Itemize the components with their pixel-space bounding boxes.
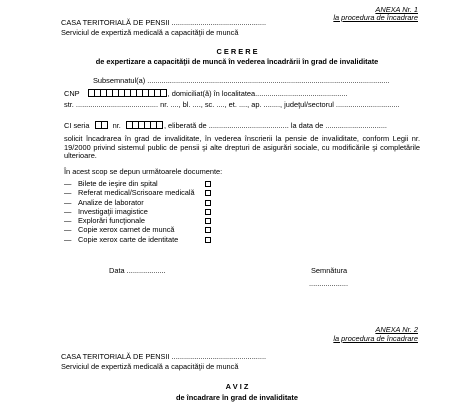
- checkbox[interactable]: [205, 237, 211, 243]
- ci-number-boxes[interactable]: [126, 121, 162, 132]
- document-item: [64, 236, 195, 245]
- cnp-digit-box[interactable]: [160, 89, 167, 97]
- signature-label: Semnătura: [311, 266, 348, 275]
- form-title: C E R E R E: [216, 47, 258, 56]
- checkbox[interactable]: [205, 200, 211, 206]
- annex-title: ANEXA Nr. 1: [375, 5, 418, 14]
- dash-icon: —: [64, 206, 72, 216]
- ci-series-boxes[interactable]: [95, 121, 107, 132]
- checkbox[interactable]: [205, 218, 211, 224]
- checkbox[interactable]: [205, 181, 211, 187]
- ci-number-box[interactable]: [156, 121, 163, 129]
- aviz-subtitle: de încadrare în grad de invaliditate: [176, 393, 298, 402]
- ci-series-box[interactable]: [101, 121, 108, 129]
- request-text: solicit încadrarea în grad de invaliditate, în vederea înscrierii la pensie de invaliditate, conform Legii nr. 19/2000 privind sistemul public de pensii şi alte drepturi de asigurări sociale, cu modificările şi completările ulterioare.: [64, 134, 420, 161]
- ci-label: CI seria: [64, 121, 90, 131]
- checkbox[interactable]: [205, 209, 211, 215]
- signature-line: ...................: [309, 279, 349, 288]
- document-label: Bilete de ieşire din spital: [78, 179, 158, 188]
- document-label: Copie xerox carte de identitate: [78, 234, 179, 244]
- date-field: Data ...................: [109, 266, 166, 275]
- document-label: Investigaţii imagistice: [78, 206, 148, 216]
- document-label: Referat medical/Scrisoare medicală: [78, 188, 195, 198]
- ci-after-text: , eliberată de ....................................... la data de ..............................: [163, 121, 387, 131]
- checkbox[interactable]: [205, 227, 211, 233]
- annex-subtitle: la procedura de încadrare: [333, 13, 418, 22]
- org-line: CASA TERITORIALĂ DE PENSII ..............................................: [61, 18, 267, 27]
- cnp-boxes[interactable]: [88, 89, 166, 100]
- dash-icon: —: [64, 234, 72, 244]
- dash-icon: —: [64, 179, 72, 188]
- document-label: Copie xerox carnet de muncă: [78, 225, 175, 235]
- cnp-after-text: , domiciliat(ă) în localitatea.............................................: [167, 89, 348, 99]
- aviz-title: A V I Z: [225, 382, 249, 391]
- annex-2-subtitle: la procedura de încadrare: [333, 334, 418, 343]
- ci-nr-label: nr.: [112, 121, 121, 131]
- ci-row: [64, 121, 387, 132]
- org-line-2: CASA TERITORIALĂ DE PENSII ..............................................: [61, 352, 267, 361]
- annex-2-title: ANEXA Nr. 2: [375, 325, 418, 334]
- cnp-row: [64, 89, 348, 100]
- dash-icon: —: [64, 197, 72, 207]
- service-line-2: Serviciul de expertiză medicală a capacităţii de muncă: [61, 362, 239, 371]
- address-line: str. ........................................ nr. ...., bl. ...., sc. ...., et. ...., ap. ........, judeţul/sectorul ...............................: [64, 100, 400, 109]
- form-subtitle: de expertizare a capacităţii de muncă în vederea încadrării în grad de invaliditate: [95, 57, 379, 66]
- document-label: Analize de laborator: [78, 197, 144, 207]
- signed-line: Subsemnatul(a) ......................................................................................................................: [93, 76, 390, 85]
- dash-icon: —: [64, 216, 72, 226]
- service-line: Serviciul de expertiză medicală a capacităţii de muncă: [61, 28, 239, 37]
- checkbox[interactable]: [205, 190, 211, 196]
- documents-intro: În acest scop se depun următoarele documente:: [64, 167, 223, 176]
- document-label: Explorări funcţionale: [78, 216, 145, 226]
- documents-list: [64, 180, 195, 245]
- cnp-label: CNP: [64, 89, 80, 99]
- dash-icon: —: [64, 188, 72, 198]
- dash-icon: —: [64, 225, 72, 235]
